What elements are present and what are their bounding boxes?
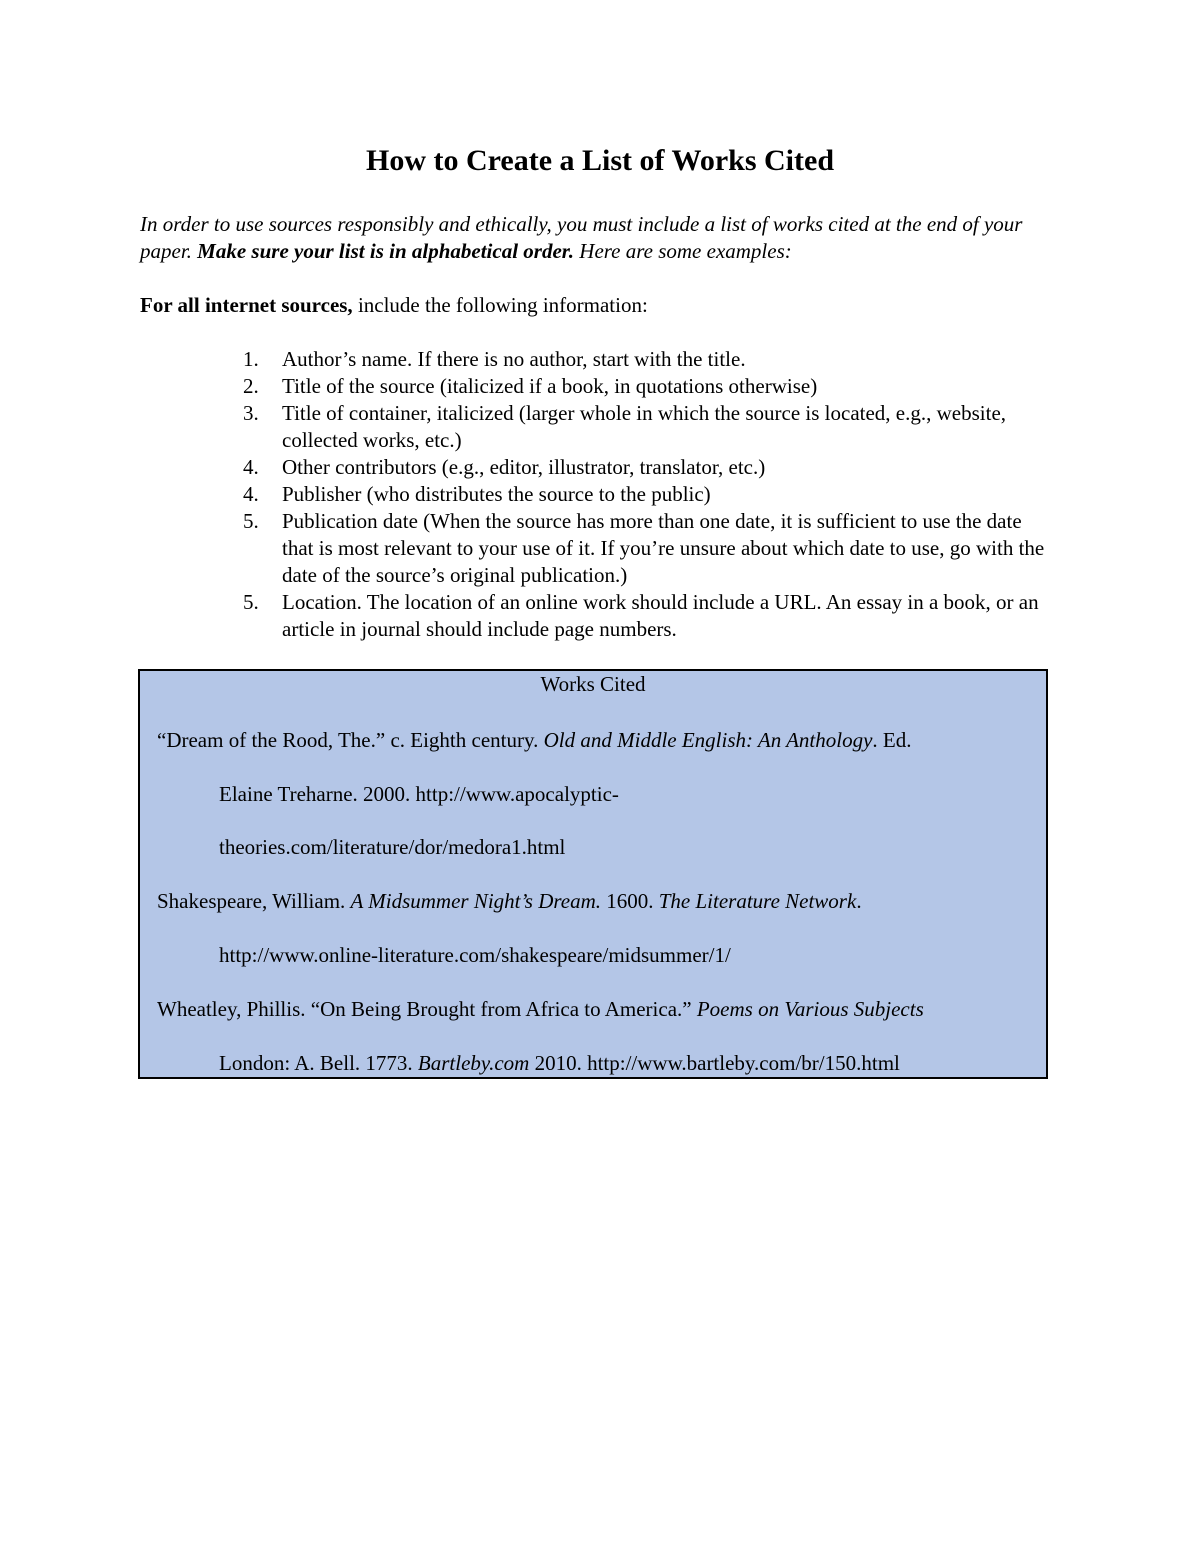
citation-text: 2010. http://www.bartleby.com/br/150.html <box>529 1051 900 1075</box>
internet-sources-lead <box>140 292 1060 319</box>
list-text: Author’s name. If there is no author, start with the title. <box>282 347 746 371</box>
citation-container-title: Old and Middle English: An Anthology <box>543 728 873 752</box>
intro-examples: Here are some examples: <box>579 239 792 263</box>
lead-bold: For all internet sources, <box>140 293 353 317</box>
citation-shakespeare-line1 <box>157 888 862 915</box>
citation-container-title: The Literature Network <box>658 889 857 913</box>
citation-website-title: Bartleby.com <box>417 1051 530 1075</box>
citation-text: London: A. Bell. 1773. <box>219 1051 418 1075</box>
citation-wheatley-line1 <box>157 996 924 1023</box>
page-title: How to Create a List of Works Cited <box>365 144 835 177</box>
citation-container-title: Poems on Various Subjects <box>696 997 924 1021</box>
citation-dream-line2: Elaine Treharne. 2000. http://www.apocalyptic- <box>219 782 619 806</box>
intro-text: In order to use sources responsibly and ethically, you must include a list of works cited at the end of your paper. <box>140 212 1023 263</box>
intro-paragraph <box>140 211 1060 265</box>
citation-dream-line3: theories.com/literature/dor/medora1.html <box>219 835 566 859</box>
list-item <box>243 373 1053 400</box>
works-cited-heading: Works Cited <box>540 672 646 696</box>
citation-text: Wheatley, Phillis. “On Being Brought from Africa to America.” <box>157 997 697 1021</box>
list-text: Title of the source (italicized if a book, in quotations otherwise) <box>282 374 818 398</box>
citation-text: “Dream of the Rood, The.” c. Eighth century. <box>157 728 544 752</box>
list-item <box>243 400 1053 454</box>
list-number: 5. <box>243 509 259 533</box>
list-item <box>243 454 1053 481</box>
list-number: 4. <box>243 482 259 506</box>
list-item <box>243 589 1053 643</box>
list-text: Other contributors (e.g., editor, illustrator, translator, etc.) <box>282 455 766 479</box>
list-number: 1. <box>243 347 259 371</box>
citation-shakespeare-line2: http://www.online-literature.com/shakespeare/midsummer/1/ <box>219 943 731 967</box>
list-number: 5. <box>243 590 259 614</box>
citation-text: . Ed. <box>872 728 912 752</box>
list-item <box>243 481 1053 508</box>
information-list <box>243 346 1053 643</box>
list-text: Publisher (who distributes the source to the public) <box>282 482 711 506</box>
citation-text: Shakespeare, William. <box>157 889 351 913</box>
citation-source-title: A Midsummer Night’s Dream. <box>350 889 601 913</box>
list-item <box>243 346 1053 373</box>
citation-wheatley-line2 <box>219 1050 900 1077</box>
list-text: Location. The location of an online work should include a URL. An essay in a book, or an article in journal should include page numbers. <box>282 590 1039 641</box>
lead-text: include the following information: <box>352 293 648 317</box>
citation-text: 1600. <box>601 889 659 913</box>
intro-emphasis: Make sure your list is in alphabetical order. <box>197 239 575 263</box>
citation-text: . <box>856 889 862 913</box>
list-text: Title of container, italicized (larger whole in which the source is located, e.g., website, collected works, etc.) <box>282 401 1007 452</box>
list-number: 3. <box>243 401 259 425</box>
list-number: 4. <box>243 455 259 479</box>
list-text: Publication date (When the source has more than one date, it is sufficient to use the date that is most relevant to your use of it. If you’re unsure about which date to use, go with the date of the source’s original publication.) <box>282 509 1045 587</box>
list-item <box>243 508 1053 589</box>
citation-dream-line1 <box>157 727 911 754</box>
list-number: 2. <box>243 374 259 398</box>
